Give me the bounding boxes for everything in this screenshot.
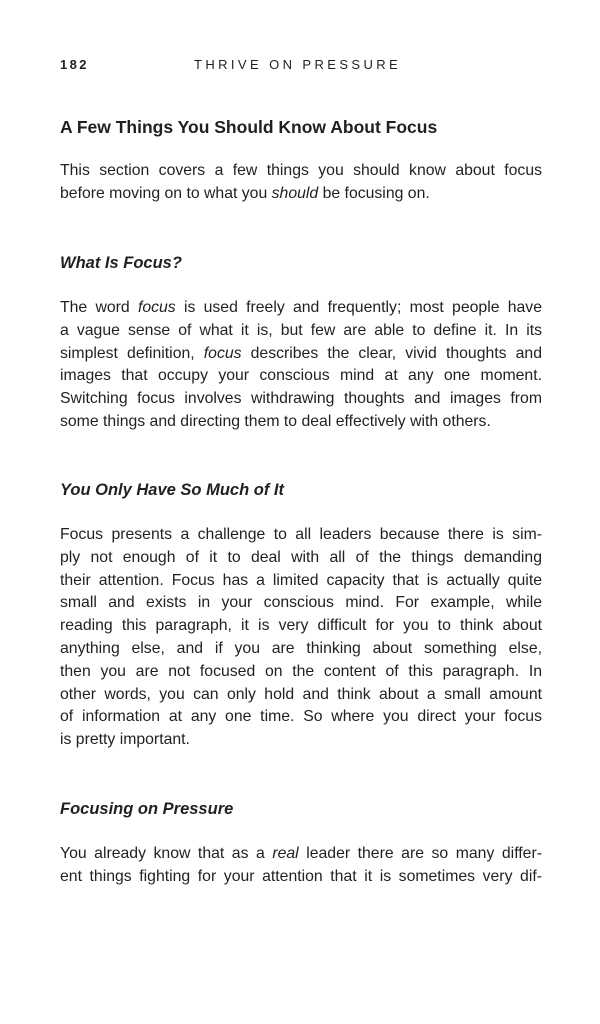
emphasis: should <box>271 184 319 202</box>
page-number: 182 <box>60 57 89 72</box>
so-much-paragraph <box>60 524 542 752</box>
emphasis: focus <box>137 299 176 316</box>
emphasis: focus <box>203 344 242 362</box>
paragraph-line: Switching focus involves withdrawing thoughts and images from <box>60 390 542 408</box>
paragraph-line <box>60 843 542 866</box>
text-run: is used freely and frequently; most people have <box>175 299 542 316</box>
book-page <box>60 0 542 1024</box>
paragraph-line: is pretty important. <box>60 731 190 749</box>
text-run: simplest definition, <box>60 344 204 362</box>
paragraph-line: reading this paragraph, it is very difficult for you to think about <box>60 617 542 635</box>
text-run: before moving on to what you <box>60 184 272 202</box>
paragraph-line: anything else, and if you are thinking about something else, <box>60 639 542 657</box>
text-run: be focusing on. <box>318 184 430 202</box>
paragraph-line: of information at any one time. So where you direct your focus <box>60 708 542 726</box>
subheading-focusing-on-pressure: Focusing on Pressure <box>60 800 234 818</box>
paragraph-line: then you are not focused on the content of this paragraph. In <box>60 662 542 680</box>
text-run: leader there are so many differ- <box>298 845 542 862</box>
book-title: THRIVE ON PRESSURE <box>194 57 402 72</box>
paragraph-line: small and exists in your conscious mind. For example, while <box>60 594 542 612</box>
running-head <box>60 57 542 73</box>
paragraph-line <box>60 183 542 206</box>
text-run: describes the clear, vivid thoughts and <box>241 344 543 362</box>
paragraph-line: their attention. Focus has a limited capacity that is actually quite <box>60 571 542 589</box>
what-is-focus-paragraph <box>60 297 542 434</box>
paragraph-line: a vague sense of what it is, but few are able to define it. In its <box>60 321 542 339</box>
paragraph-line <box>60 343 542 366</box>
paragraph-line: ent things fighting for your attention that it is sometimes very dif- <box>60 867 542 885</box>
paragraph-line: other words, you can only hold and think about a small amount <box>60 685 542 703</box>
text-run: You already know that as a <box>60 845 273 862</box>
paragraph-line: some things and directing them to deal effectively with others. <box>60 412 491 430</box>
paragraph-line: This section covers a few things you should know about focus <box>60 162 542 179</box>
intro-paragraph <box>60 160 542 206</box>
paragraph-line <box>60 297 542 320</box>
subheading-what-is-focus: What Is Focus? <box>60 254 182 272</box>
section-heading: A Few Things You Should Know About Focus <box>60 117 438 137</box>
subheading-so-much: You Only Have So Much of It <box>60 481 284 499</box>
focusing-on-pressure-paragraph <box>60 843 542 889</box>
emphasis: real <box>272 845 299 862</box>
paragraph-line: Focus presents a challenge to all leaders because there is sim- <box>60 526 542 543</box>
paragraph-line: images that occupy your conscious mind at any one moment. <box>60 367 542 385</box>
text-run: The word <box>60 299 138 316</box>
paragraph-line: ply not enough of it to deal with all of the things demanding <box>60 548 542 566</box>
